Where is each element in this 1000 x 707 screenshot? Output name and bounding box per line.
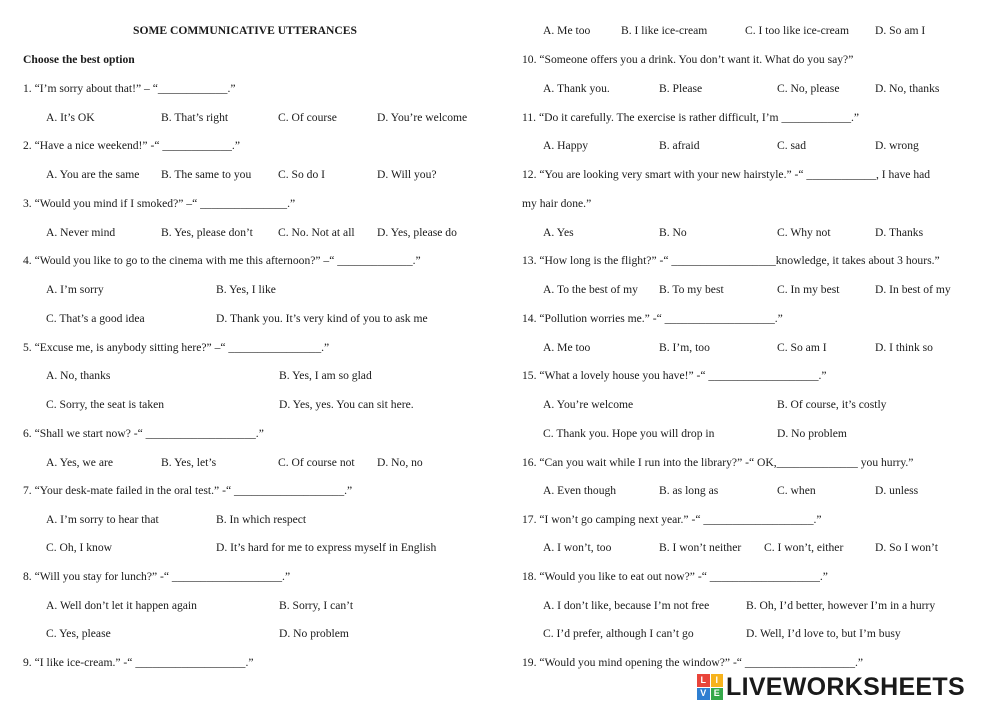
q11-option-c[interactable]: C. sad	[777, 139, 806, 152]
question-10: 10. “Someone offers you a drink. You don’t want it. What do you say?”	[522, 53, 854, 66]
question-13: 13. “How long is the flight?” -“ __________________knowledge, it takes about 3 hours.”	[522, 254, 940, 267]
question-3: 3. “Would you mind if I smoked?” –“ _______________.”	[23, 197, 296, 210]
q11-option-b[interactable]: B. afraid	[659, 139, 700, 152]
q11-option-d[interactable]: D. wrong	[875, 139, 919, 152]
q10-option-a[interactable]: A. Thank you.	[543, 82, 610, 95]
q15-option-c[interactable]: C. Thank you. Hope you will drop in	[543, 427, 715, 440]
q8-option-c[interactable]: C. Yes, please	[46, 627, 111, 640]
q14-option-a[interactable]: A. Me too	[543, 341, 591, 354]
q6-option-c[interactable]: C. Of course not	[278, 456, 355, 469]
q12-option-a[interactable]: A. Yes	[543, 226, 574, 239]
q5-option-b[interactable]: B. Yes, I am so glad	[279, 369, 372, 382]
q8-option-a[interactable]: A. Well don’t let it happen again	[46, 599, 197, 612]
q7-option-a[interactable]: A. I’m sorry to hear that	[46, 513, 159, 526]
q18-option-c[interactable]: C. I’d prefer, although I can’t go	[543, 627, 694, 640]
q17-option-a[interactable]: A. I won’t, too	[543, 541, 612, 554]
question-12: 12. “You are looking very smart with your new hairstyle.” -“ ____________, I have had	[522, 168, 931, 181]
q2-option-d[interactable]: D. Will you?	[377, 168, 437, 181]
logo-letter-v: V	[697, 688, 710, 701]
q2-option-c[interactable]: C. So do I	[278, 168, 326, 181]
q8-option-b[interactable]: B. Sorry, I can’t	[279, 599, 354, 612]
q13-option-b[interactable]: B. To my best	[659, 283, 724, 296]
q6-option-a[interactable]: A. Yes, we are	[46, 456, 113, 469]
q3-option-d[interactable]: D. Yes, please do	[377, 226, 457, 239]
q4-option-b[interactable]: B. Yes, I like	[216, 283, 276, 296]
q1-option-b[interactable]: B. That’s right	[161, 111, 229, 124]
question-19: 19. “Would you mind opening the window?” -“ ___________________.”	[522, 656, 864, 669]
q10-option-c[interactable]: C. No, please	[777, 82, 840, 95]
q17-option-b[interactable]: B. I won’t neither	[659, 541, 742, 554]
q12-option-d[interactable]: D. Thanks	[875, 226, 924, 239]
q8-option-d[interactable]: D. No problem	[279, 627, 349, 640]
q1-option-c[interactable]: C. Of course	[278, 111, 337, 124]
q15-option-b[interactable]: B. Of course, it’s costly	[777, 398, 887, 411]
q15-option-a[interactable]: A. You’re welcome	[543, 398, 634, 411]
q18-option-b[interactable]: B. Oh, I’d better, however I’m in a hurry	[746, 599, 936, 612]
q16-option-d[interactable]: D. unless	[875, 484, 919, 497]
q1-option-d[interactable]: D. You’re welcome	[377, 111, 468, 124]
q5-option-c[interactable]: C. Sorry, the seat is taken	[46, 398, 165, 411]
q3-option-a[interactable]: A. Never mind	[46, 226, 116, 239]
q13-option-c[interactable]: C. In my best	[777, 283, 840, 296]
question-1: 1. “I’m sorry about that!” – “____________.”	[23, 82, 236, 95]
logo-letter-i: I	[711, 674, 724, 687]
question-18: 18. “Would you like to eat out now?” -“ ___________________.”	[522, 570, 828, 583]
question-7: 7. “Your desk-mate failed in the oral test.” -“ ___________________.”	[23, 484, 353, 497]
q6-option-d[interactable]: D. No, no	[377, 456, 423, 469]
q13-option-d[interactable]: D. In best of my	[875, 283, 951, 296]
q14-option-d[interactable]: D. I think so	[875, 341, 933, 354]
q14-option-c[interactable]: C. So am I	[777, 341, 827, 354]
q10-option-d[interactable]: D. No, thanks	[875, 82, 940, 95]
question-14: 14. “Pollution worries me.” -“ ___________________.”	[522, 312, 783, 325]
q12-option-c[interactable]: C. Why not	[777, 226, 831, 239]
q4-option-d[interactable]: D. Thank you. It’s very kind of you to ask me	[216, 312, 428, 325]
q2-option-b[interactable]: B. The same to you	[161, 168, 252, 181]
q5-option-a[interactable]: A. No, thanks	[46, 369, 111, 382]
q6-option-b[interactable]: B. Yes, let’s	[161, 456, 217, 469]
question-15: 15. “What a lovely house you have!” -“ ___________________.”	[522, 369, 827, 382]
q16-option-a[interactable]: A. Even though	[543, 484, 617, 497]
question-12-cont: my hair done.”	[522, 197, 592, 210]
q16-option-c[interactable]: C. when	[777, 484, 816, 497]
q16-option-b[interactable]: B. as long as	[659, 484, 719, 497]
question-8: 8. “Will you stay for lunch?” -“ ___________________.”	[23, 570, 291, 583]
q18-option-a[interactable]: A. I don’t like, because I’m not free	[543, 599, 710, 612]
q9-option-a[interactable]: A. Me too	[543, 24, 591, 37]
q17-option-d[interactable]: D. So I won’t	[875, 541, 938, 554]
question-6: 6. “Shall we start now? -“ ___________________.”	[23, 427, 264, 440]
q14-option-b[interactable]: B. I’m, too	[659, 341, 710, 354]
q4-option-a[interactable]: A. I’m sorry	[46, 283, 104, 296]
question-17: 17. “I won’t go camping next year.” -“ ___________________.”	[522, 513, 822, 526]
q15-option-d[interactable]: D. No problem	[777, 427, 847, 440]
q9-option-d[interactable]: D. So am I	[875, 24, 926, 37]
q1-option-a[interactable]: A. It’s OK	[46, 111, 95, 124]
question-5: 5. “Excuse me, is anybody sitting here?” –“ ________________.”	[23, 341, 330, 354]
logo-mark	[697, 674, 723, 700]
question-2: 2. “Have a nice weekend!” -“ ____________.”	[23, 139, 240, 152]
question-11: 11. “Do it carefully. The exercise is rather difficult, I’m ____________.”	[522, 111, 860, 124]
q7-option-c[interactable]: C. Oh, I know	[46, 541, 113, 554]
q3-option-c[interactable]: C. No. Not at all	[278, 226, 355, 239]
q17-option-c[interactable]: C. I won’t, either	[764, 541, 844, 554]
liveworksheets-logo	[697, 672, 965, 702]
instruction: Choose the best option	[23, 53, 135, 66]
q11-option-a[interactable]: A. Happy	[543, 139, 589, 152]
q12-option-b[interactable]: B. No	[659, 226, 687, 239]
question-16: 16. “Can you wait while I run into the library?” -“ OK,______________ you hurry.”	[522, 456, 914, 469]
q7-option-d[interactable]: D. It’s hard for me to express myself in English	[216, 541, 437, 554]
question-4: 4. “Would you like to go to the cinema with me this afternoon?” –“ _____________.”	[23, 254, 421, 267]
q2-option-a[interactable]: A. You are the same	[46, 168, 140, 181]
q18-option-d[interactable]: D. Well, I’d love to, but I’m busy	[746, 627, 901, 640]
q10-option-b[interactable]: B. Please	[659, 82, 703, 95]
q3-option-b[interactable]: B. Yes, please don’t	[161, 226, 253, 239]
q5-option-d[interactable]: D. Yes, yes. You can sit here.	[279, 398, 414, 411]
question-9: 9. “I like ice-cream.” -“ ___________________.”	[23, 656, 254, 669]
q7-option-b[interactable]: B. In which respect	[216, 513, 307, 526]
logo-text: LIVEWORKSHEETS	[726, 672, 965, 701]
q13-option-a[interactable]: A. To the best of my	[543, 283, 638, 296]
worksheet-title: SOME COMMUNICATIVE UTTERANCES	[133, 24, 357, 37]
q9-option-c[interactable]: C. I too like ice-cream	[745, 24, 849, 37]
logo-letter-l: L	[697, 674, 710, 687]
q4-option-c[interactable]: C. That’s a good idea	[46, 312, 145, 325]
logo-letter-e: E	[711, 688, 724, 701]
q9-option-b[interactable]: B. I like ice-cream	[621, 24, 708, 37]
